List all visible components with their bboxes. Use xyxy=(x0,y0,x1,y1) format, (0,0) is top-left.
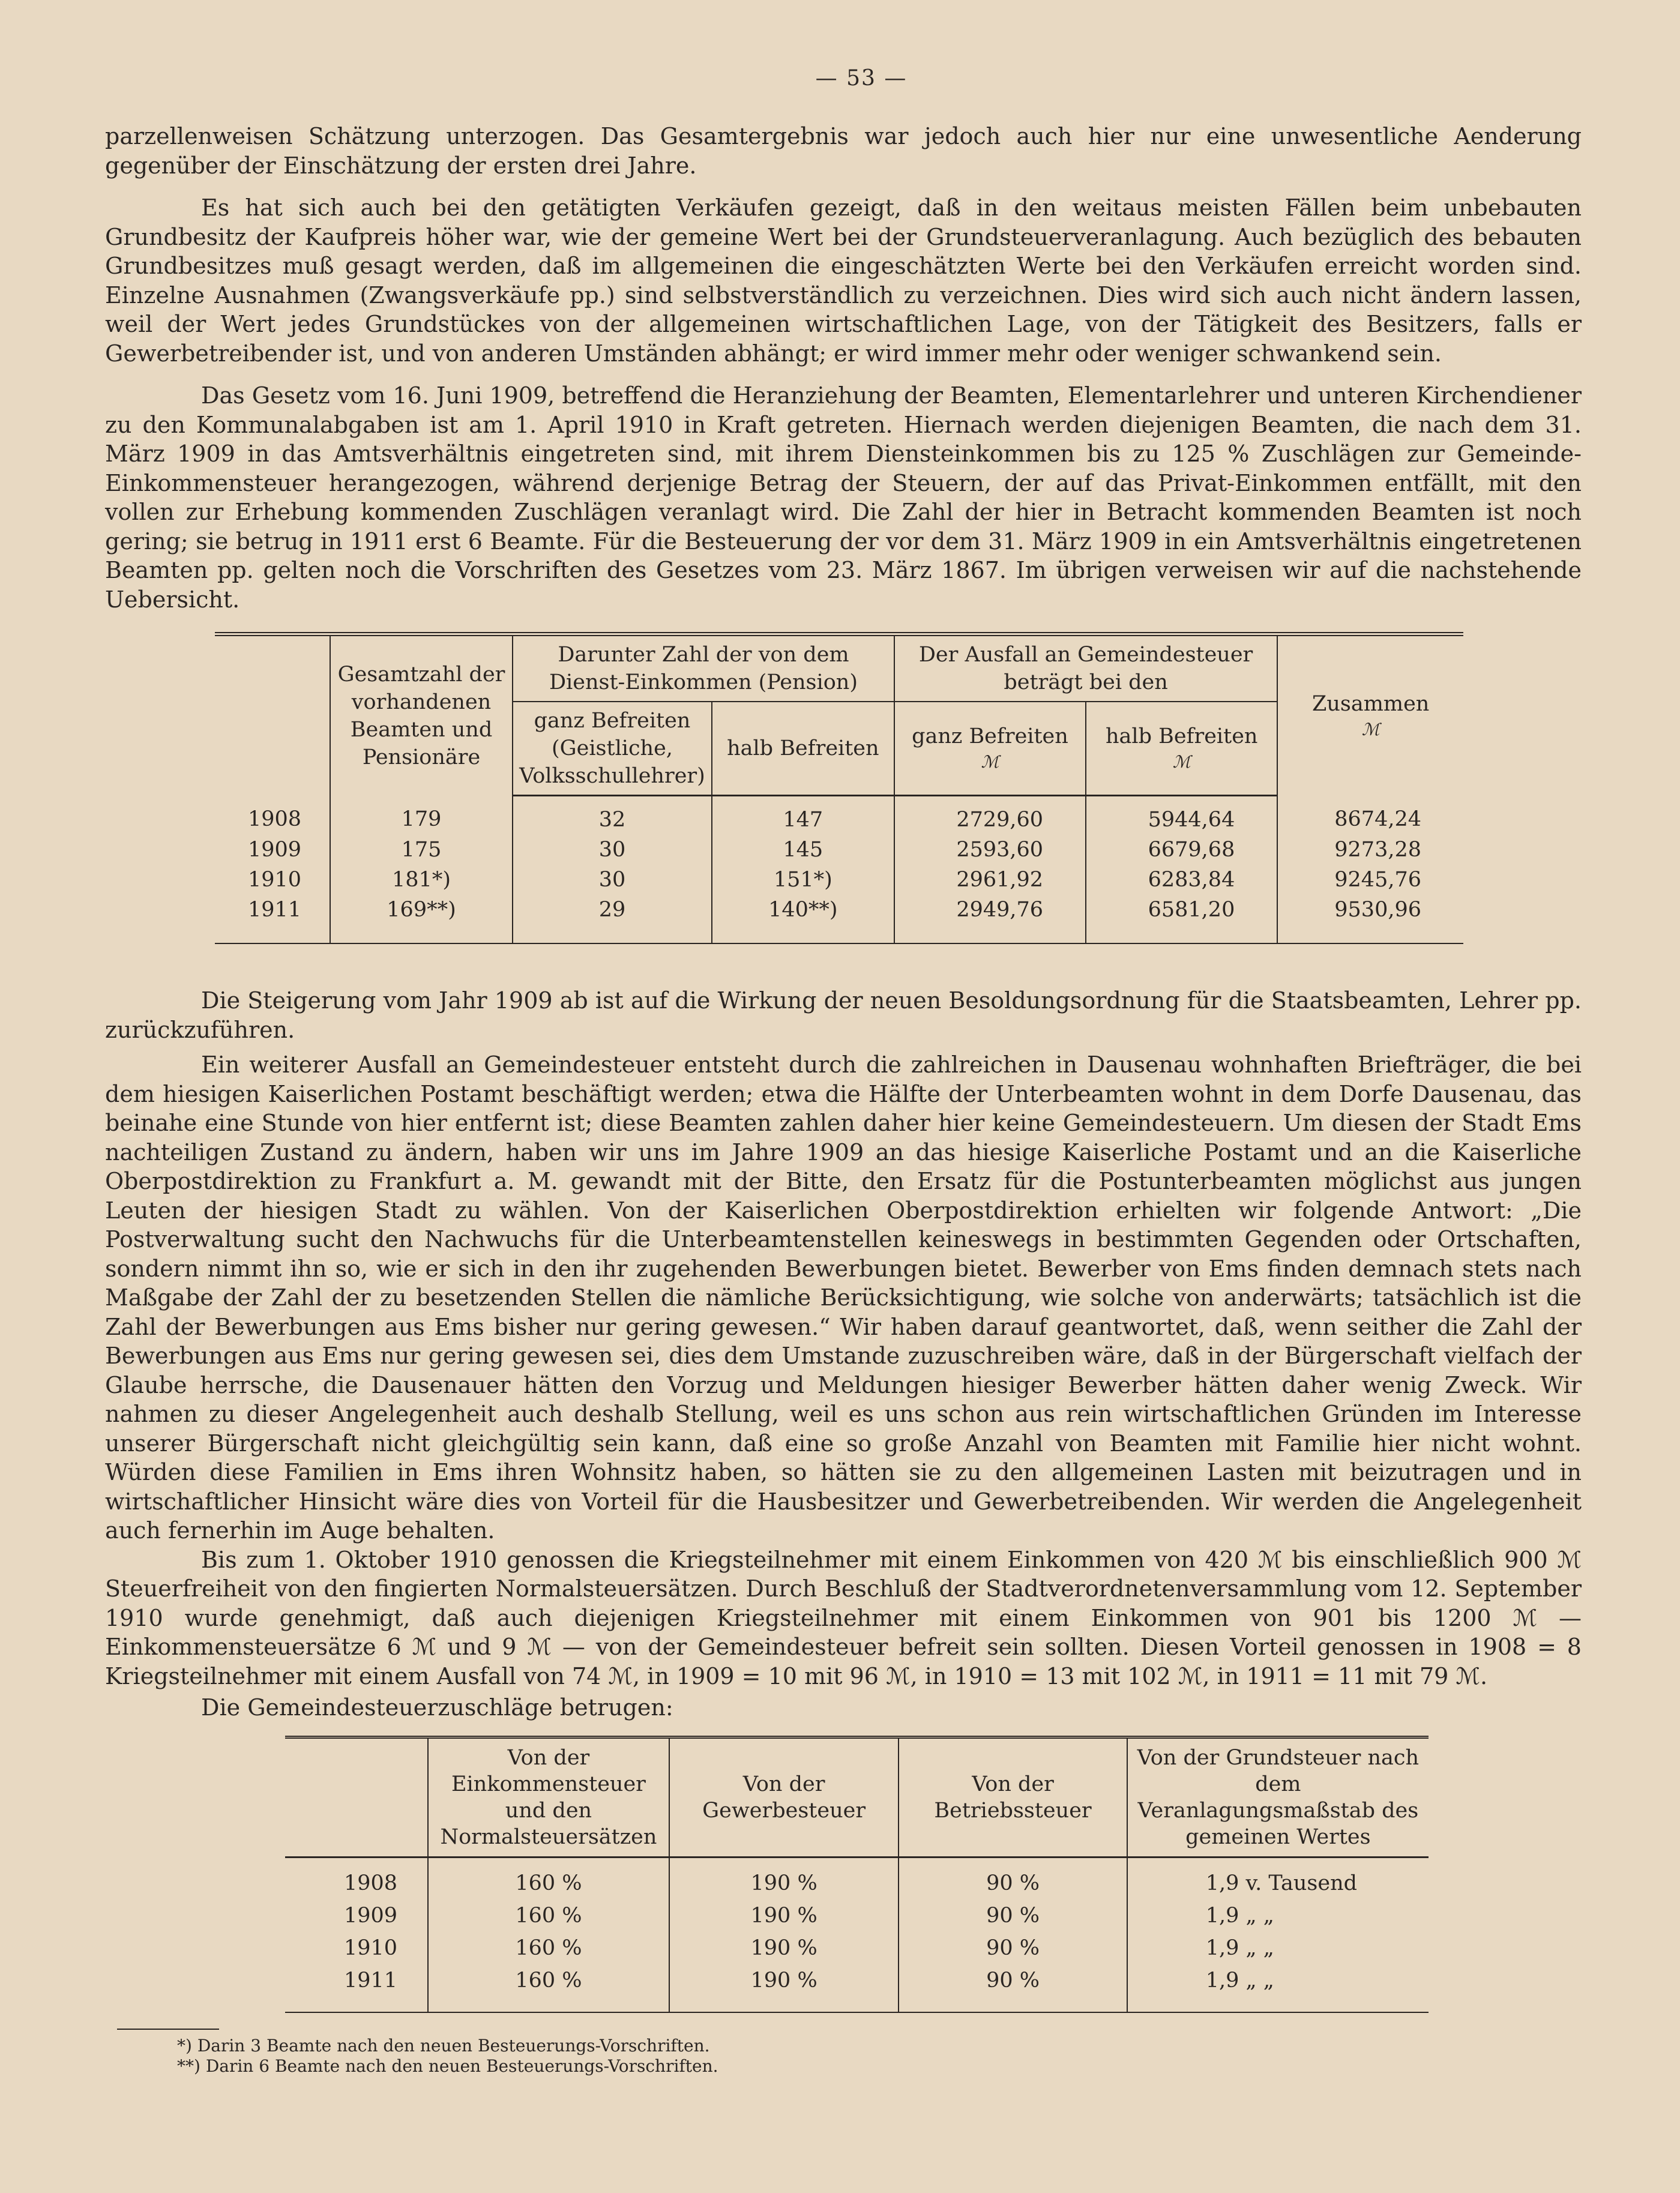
cell-halb: 147 xyxy=(712,796,894,835)
officials-tax-table xyxy=(215,632,1463,944)
unit-ausfall-halb: ℳ xyxy=(1172,752,1191,772)
cell-total: 169**) xyxy=(330,895,513,943)
table-row xyxy=(215,895,1463,943)
cell-grund: 1,9 „ „ xyxy=(1127,1964,1429,2012)
cell-ganz: 30 xyxy=(513,865,712,895)
cell-ganz: 32 xyxy=(513,796,712,835)
cell-sum: 9530,96 xyxy=(1277,895,1463,943)
cell-year: 1909 xyxy=(248,838,302,862)
table-row xyxy=(215,865,1463,895)
header-einkommen: Von der Einkommensteuer und den Normalsteuersätzen xyxy=(428,1737,669,1857)
cell-year: 1908 xyxy=(343,1871,398,1895)
paragraph-2: Es hat sich auch bei den getätigten Verkäufen gezeigt, daß in den weitaus meisten Fällen beim unbebauten Grundbesitz der Kaufpreis höher war, wie der gemeine Wert bei der Grundsteuerveranlagung. Auch bezüglich des bebauten Grundbesitzes muß gesagt werden, daß im allgemeinen die eingeschätzten Werte bei den Verkäufen erreicht worden sind. Einzelne Ausnahmen (Zwangsverkäufe pp.) sind selbstverständlich zu verzeichnen. Dies wird sich auch nicht ändern lassen, weil der Wert jedes Grundstückes von der allgemeinen wirtschaftlichen Lage, von der Tätigkeit des Besitzers, falls er Gewerbetreibender ist, und von anderen Umständen abhängt; er wird immer mehr oder weniger schwankend sein. xyxy=(105,194,1582,367)
footnote-2: **) Darin 6 Beamte nach den neuen Besteuerungs-Vorschriften. xyxy=(177,2056,718,2076)
table-row xyxy=(285,1932,1429,1964)
cell-year: 1910 xyxy=(343,1936,398,1960)
paragraph-5: Ein weiterer Ausfall an Gemeindesteuer entsteht durch die zahlreichen in Dausenau wohnhaften Briefträger, die bei dem hiesigen Kaiserlichen Postamt beschäftigt werden; etwa die Hälfte der Unterbeamten wohnt in dem Dorfe Dausenau, das beinahe eine Stunde von hier entfernt ist; diese Beamten zahlen daher hier keine Gemeindesteuern. Um diesen der Stadt Ems nachteiligen Zustand zu ändern, haben wir uns im Jahre 1909 an das hiesige Kaiserliche Postamt und an die Kaiserliche Oberpostdirektion zu Frankfurt a. M. gewandt mit der Bitte, den Ersatz für die Postunterbeamten möglichst aus jungen Leuten der hiesigen Stadt zu wählen. Von der Kaiserlichen Oberpostdirektion erhielten wir folgende Antwort: „Die Postverwaltung sucht den Nachwuchs für die Unterbeamtenstellen keineswegs in bestimmten Gegenden oder Ortschaften, sondern nimmt ihn so, wie er sich in den ihr zugehenden Bewerbungen bietet. Bewerber von Ems finden demnach stets nach Maßgabe der Zahl der zu besetzenden Stellen die nämliche Berücksichtigung, wie solche von anderwärts; tatsächlich ist die Zahl der Bewerbungen aus Ems bisher nur gering gewesen.“ Wir haben darauf geantwortet, daß, wenn seither die Zahl der Bewerbungen aus Ems nur gering gewesen sei, dies dem Umstande zuzuschreiben wäre, daß in der Bürgerschaft vielfach der Glaube herrsche, die Dausenauer hätten den Vorzug und Meldungen hiesiger Bewerber hätten daher wenig Zweck. Wir nahmen zu dieser Angelegenheit auch deshalb Stellung, weil es uns schon aus rein wirtschaftlichen Gründen im Interesse unserer Bürgerschaft nicht gleichgültig sein kann, daß eine so große Anzahl von Beamten mit Familie hier nicht wohnt. Würden diese Familien in Ems ihren Wohnsitz haben, so hätten sie zu den allgemeinen Lasten mit beizutragen und in wirtschaftlicher Hinsicht wäre dies von Vorteil für die Hausbesitzer und Gewerbetreibenden. Wir werden die Angelegenheit auch fernerhin im Auge behalten. xyxy=(105,1051,1582,1544)
header-betrieb: Von der Betriebssteuer xyxy=(899,1737,1127,1857)
cell-betrieb: 90 % xyxy=(899,1857,1127,1900)
header-ausfall-halb xyxy=(1086,702,1277,796)
cell-total: 175 xyxy=(330,835,513,865)
header-zusammen-label: Zusammen xyxy=(1312,691,1430,716)
cell-total: 179 xyxy=(330,796,513,835)
cell-grund: 1,9 „ „ xyxy=(1127,1932,1429,1964)
cell-ausfall-halb: 6581,20 xyxy=(1086,895,1277,943)
cell-ganz: 29 xyxy=(513,895,712,943)
header-ausfall-ganz xyxy=(894,702,1086,796)
header-ganz: ganz Befreiten (Geistliche, Volksschullehrer) xyxy=(513,702,712,796)
cell-betrieb: 90 % xyxy=(899,1964,1127,2012)
header-total: Gesamtzahl der vorhandenen Beamten und Pensionäre xyxy=(330,634,513,796)
paragraph-7: Die Gemeindesteuerzuschläge betrugen: xyxy=(201,1694,673,1721)
cell-ganz: 30 xyxy=(513,835,712,865)
header-ausfall: Der Ausfall an Gemeindesteuer beträgt bei den xyxy=(894,634,1278,702)
cell-ausfall-ganz: 2729,60 xyxy=(894,796,1086,835)
header-ausfall-ganz-label: ganz Befreiten xyxy=(912,724,1068,748)
cell-einkommen: 160 % xyxy=(428,1857,669,1900)
cell-sum: 9273,28 xyxy=(1277,835,1463,865)
surcharge-table xyxy=(285,1736,1429,2013)
table-row xyxy=(285,1964,1429,2012)
unit-zusammen: ℳ xyxy=(1361,719,1380,739)
cell-gewerbe: 190 % xyxy=(669,1932,899,1964)
cell-year: 1909 xyxy=(343,1903,398,1928)
cell-ausfall-halb: 6679,68 xyxy=(1086,835,1277,865)
cell-einkommen: 160 % xyxy=(428,1964,669,2012)
cell-ausfall-halb: 6283,84 xyxy=(1086,865,1277,895)
paragraph-6: Bis zum 1. Oktober 1910 genossen die Kriegsteilnehmer mit einem Einkommen von 420 ℳ bis einschließlich 900 ℳ Steuerfreiheit von den fingierten Normalsteuersätzen. Durch Beschluß der Stadtverordnetenversammlung vom 12. September 1910 wurde genehmigt, daß auch diejenigen Kriegsteilnehmer mit einem Einkommen von 901 bis 1200 ℳ — Einkommensteuersätze 6 ℳ und 9 ℳ — von der Gemeindesteuer befreit sein sollten. Diesen Vorteil genossen in 1908 = 8 Kriegsteilnehmer mit einem Ausfall von 74 ℳ, in 1909 = 10 mit 96 ℳ, in 1910 = 13 mit 102 ℳ, in 1911 = 11 mit 79 ℳ. xyxy=(105,1546,1582,1689)
cell-einkommen: 160 % xyxy=(428,1932,669,1964)
cell-ausfall-ganz: 2593,60 xyxy=(894,835,1086,865)
header-ausfall-halb-label: halb Befreiten xyxy=(1105,724,1258,748)
table-row xyxy=(215,835,1463,865)
cell-halb: 140**) xyxy=(712,895,894,943)
cell-gewerbe: 190 % xyxy=(669,1857,899,1900)
cell-total: 181*) xyxy=(330,865,513,895)
cell-year: 1911 xyxy=(215,895,330,943)
page-number: — 53 — xyxy=(815,66,908,91)
cell-halb: 145 xyxy=(712,835,894,865)
cell-betrieb: 90 % xyxy=(899,1932,1127,1964)
cell-grund: 1,9 v. Tausend xyxy=(1127,1857,1429,1900)
table-row xyxy=(215,796,1463,835)
cell-year: 1911 xyxy=(285,1964,428,2012)
footnote-1: *) Darin 3 Beamte nach den neuen Besteuerungs-Vorschriften. xyxy=(177,2035,710,2056)
document-page xyxy=(105,66,1582,2077)
table-row xyxy=(285,1900,1429,1932)
header-grund: Von der Grundsteuer nach dem Veranlagungsmaßstab des gemeinen Wertes xyxy=(1127,1737,1429,1857)
unit-ausfall-ganz: ℳ xyxy=(981,752,999,772)
paragraph-3: Das Gesetz vom 16. Juni 1909, betreffend die Heranziehung der Beamten, Elementarlehrer und unteren Kirchendiener zu den Kommunalabgaben ist am 1. April 1910 in Kraft getreten. Hiernach werden diejenigen Beamten, die nach dem 31. März 1909 in das Amtsverhältnis eingetreten sind, mit ihrem Diensteinkommen bis zu 125 % Zuschlägen zur Gemeinde-Einkommensteuer herangezogen, während derjenige Betrag der Steuern, der auf das Privat-Einkommen entfällt, mit den vollen zur Erhebung kommenden Zuschlägen veranlagt wird. Die Zahl der hier in Betracht kommenden Beamten ist noch gering; sie betrug in 1911 erst 6 Beamte. Für die Besteuerung der vor dem 31. März 1909 in ein Amtsverhältnis eingetretenen Beamten pp. gelten noch die Vorschriften des Gesetzes vom 23. März 1867. Im übrigen verweisen wir auf die nachstehende Uebersicht. xyxy=(105,382,1582,613)
footnote-divider xyxy=(117,2029,219,2030)
cell-grund: 1,9 „ „ xyxy=(1127,1900,1429,1932)
header-zusammen xyxy=(1277,634,1463,796)
cell-betrieb: 90 % xyxy=(899,1900,1127,1932)
cell-einkommen: 160 % xyxy=(428,1900,669,1932)
header-darunter: Darunter Zahl der von dem Dienst-Einkommen (Pension) xyxy=(513,634,894,702)
header-halb: halb Befreiten xyxy=(712,702,894,796)
cell-ausfall-ganz: 2949,76 xyxy=(894,895,1086,943)
cell-sum: 9245,76 xyxy=(1277,865,1463,895)
paragraph-1: parzellenweisen Schätzung unterzogen. Das Gesamtergebnis war jedoch auch hier nur eine unwesentliche Aenderung gegenüber der Einschätzung der ersten drei Jahre. xyxy=(105,123,1582,179)
cell-year: 1908 xyxy=(248,807,302,832)
header-gewerbe: Von der Gewerbesteuer xyxy=(669,1737,899,1857)
cell-sum: 8674,24 xyxy=(1277,796,1463,835)
cell-ausfall-halb: 5944,64 xyxy=(1086,796,1277,835)
cell-gewerbe: 190 % xyxy=(669,1964,899,2012)
cell-ausfall-ganz: 2961,92 xyxy=(894,865,1086,895)
cell-gewerbe: 190 % xyxy=(669,1900,899,1932)
table-row xyxy=(285,1857,1429,1900)
cell-year: 1910 xyxy=(248,868,302,892)
cell-halb: 151*) xyxy=(712,865,894,895)
paragraph-4: Die Steigerung vom Jahr 1909 ab ist auf die Wirkung der neuen Besoldungsordnung für die Staatsbeamten, Lehrer pp. zurückzuführen. xyxy=(105,987,1582,1043)
